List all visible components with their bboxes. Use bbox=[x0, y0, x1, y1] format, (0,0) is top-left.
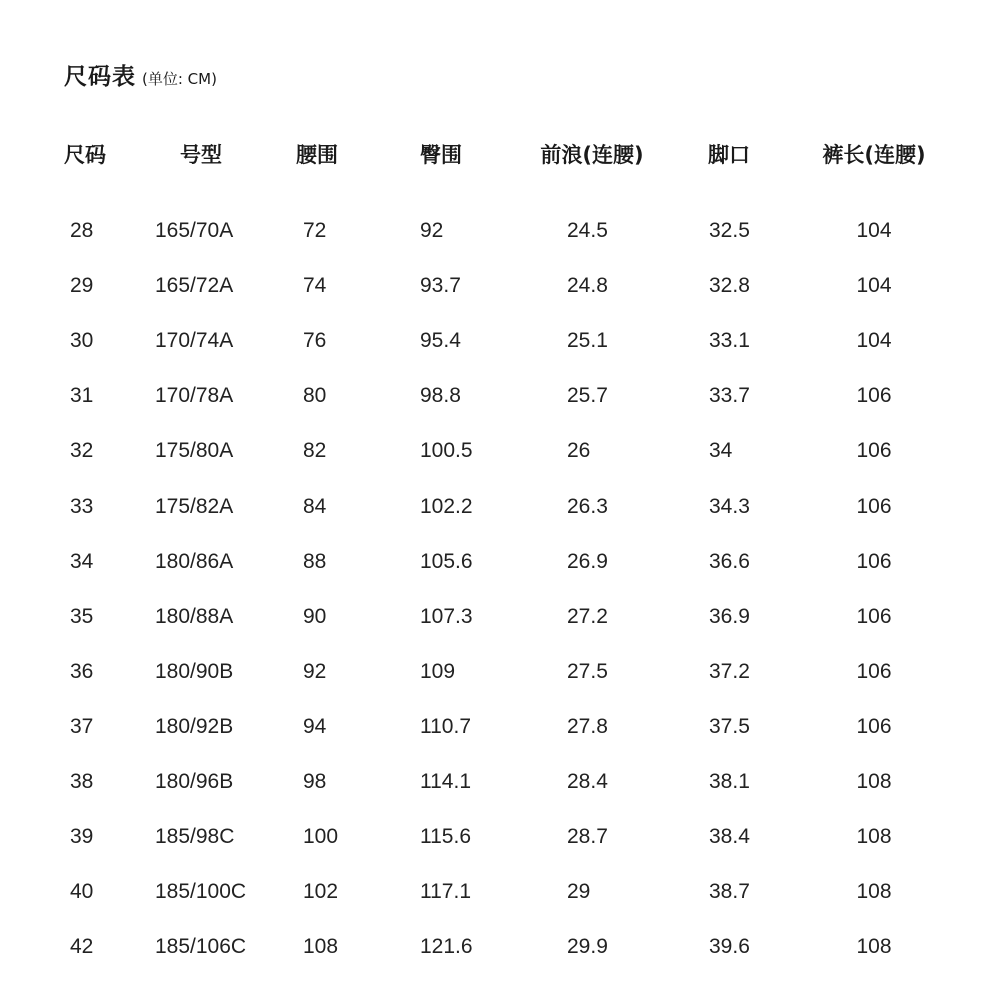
table-cell: 165/70A bbox=[155, 219, 234, 242]
table-cell: 104 bbox=[856, 219, 892, 242]
table-cell: 32.8 bbox=[709, 274, 750, 298]
page-title: 尺码表 bbox=[64, 64, 136, 90]
table-row bbox=[0, 271, 1000, 301]
table-cell: 107.3 bbox=[420, 604, 473, 628]
table-cell: 76 bbox=[303, 329, 327, 353]
table-row bbox=[0, 932, 1000, 962]
table-cell: 30 bbox=[70, 329, 94, 353]
table-cell: 28.7 bbox=[567, 825, 608, 849]
table-cell: 185/98C bbox=[155, 825, 235, 849]
table-cell: 29 bbox=[567, 880, 591, 904]
table-row bbox=[0, 436, 1000, 466]
table-cell: 39.6 bbox=[709, 935, 750, 959]
table-row bbox=[0, 602, 1000, 632]
table-cell: 28.4 bbox=[567, 770, 608, 793]
table-cell: 170/74A bbox=[155, 329, 234, 353]
table-cell: 26 bbox=[567, 439, 591, 463]
table-cell: 106 bbox=[856, 439, 892, 463]
table-cell: 38.7 bbox=[709, 880, 750, 904]
table-cell: 25.1 bbox=[567, 329, 608, 353]
table-cell: 40 bbox=[70, 880, 94, 904]
table-cell: 26.3 bbox=[567, 494, 608, 518]
table-cell: 180/92B bbox=[155, 714, 234, 738]
table-row bbox=[0, 492, 1000, 522]
table-cell: 90 bbox=[303, 604, 327, 628]
header-cell: 臀围 bbox=[420, 143, 462, 167]
table-cell: 115.6 bbox=[420, 825, 471, 849]
table-cell: 102 bbox=[303, 880, 339, 904]
table-cell: 27.2 bbox=[567, 604, 608, 628]
header-cell: 脚口 bbox=[708, 143, 750, 167]
table-cell: 39 bbox=[70, 825, 94, 849]
table-cell: 92 bbox=[303, 659, 327, 683]
table-cell: 95.4 bbox=[420, 329, 461, 353]
table-cell: 36.6 bbox=[709, 549, 750, 573]
table-cell: 74 bbox=[303, 274, 327, 298]
table-cell: 106 bbox=[856, 384, 892, 408]
table-cell: 108 bbox=[856, 935, 892, 959]
table-cell: 93.7 bbox=[420, 274, 461, 298]
table-cell: 37.5 bbox=[709, 714, 750, 738]
table-row bbox=[0, 822, 1000, 852]
table-cell: 98.8 bbox=[420, 384, 461, 408]
table-cell: 72 bbox=[303, 219, 327, 242]
table-cell: 24.5 bbox=[567, 219, 608, 242]
table-cell: 109 bbox=[420, 659, 456, 683]
table-cell: 106 bbox=[856, 549, 892, 573]
table-cell: 110.7 bbox=[420, 714, 471, 738]
table-cell: 175/82A bbox=[155, 494, 234, 518]
table-cell: 175/80A bbox=[155, 439, 234, 463]
table-cell: 105.6 bbox=[420, 549, 473, 573]
table-cell: 25.7 bbox=[567, 384, 608, 408]
table-cell: 34.3 bbox=[709, 494, 750, 518]
table-cell: 121.6 bbox=[420, 935, 473, 959]
table-cell: 31 bbox=[70, 384, 94, 408]
table-cell: 100.5 bbox=[420, 439, 473, 463]
table-cell: 27.8 bbox=[567, 714, 608, 738]
table-cell: 36 bbox=[70, 659, 94, 683]
table-cell: 170/78A bbox=[155, 384, 234, 408]
table-cell: 84 bbox=[303, 494, 327, 518]
table-cell: 94 bbox=[303, 714, 327, 738]
table-row bbox=[0, 326, 1000, 356]
table-title-group bbox=[64, 58, 217, 91]
table-cell: 102.2 bbox=[420, 494, 473, 518]
table-cell: 180/88A bbox=[155, 604, 234, 628]
table-cell: 88 bbox=[303, 549, 327, 573]
table-cell: 185/106C bbox=[155, 935, 247, 959]
table-cell: 38.1 bbox=[709, 770, 750, 793]
table-cell: 106 bbox=[856, 659, 892, 683]
table-cell: 106 bbox=[856, 494, 892, 518]
table-cell: 108 bbox=[856, 880, 892, 904]
header-cell: 尺码 bbox=[64, 143, 106, 167]
table-cell: 106 bbox=[856, 714, 892, 738]
table-cell: 29.9 bbox=[567, 935, 608, 959]
table-cell: 98 bbox=[303, 770, 327, 793]
table-row bbox=[0, 216, 1000, 246]
table-cell: 32 bbox=[70, 439, 94, 463]
table-cell: 24.8 bbox=[567, 274, 608, 298]
header-row bbox=[0, 140, 1000, 170]
table-cell: 34 bbox=[70, 549, 94, 573]
table-cell: 117.1 bbox=[420, 880, 471, 904]
table-cell: 92 bbox=[420, 219, 444, 242]
table-cell: 34 bbox=[709, 439, 733, 463]
table-cell: 108 bbox=[856, 825, 892, 849]
table-cell: 33 bbox=[70, 494, 94, 518]
table-cell: 104 bbox=[856, 329, 892, 353]
table-cell: 180/86A bbox=[155, 549, 234, 573]
table-cell: 185/100C bbox=[155, 880, 247, 904]
table-cell: 29 bbox=[70, 274, 94, 298]
table-row bbox=[0, 712, 1000, 742]
table-cell: 33.7 bbox=[709, 384, 750, 408]
table-cell: 180/96B bbox=[155, 770, 234, 793]
table-cell: 33.1 bbox=[709, 329, 750, 353]
table-cell: 37 bbox=[70, 714, 94, 738]
table-cell: 38 bbox=[70, 770, 94, 793]
table-cell: 37.2 bbox=[709, 659, 750, 683]
table-cell: 27.5 bbox=[567, 659, 608, 683]
table-cell: 38.4 bbox=[709, 825, 750, 849]
table-cell: 180/90B bbox=[155, 659, 234, 683]
table-cell: 165/72A bbox=[155, 274, 234, 298]
table-cell: 104 bbox=[856, 274, 892, 298]
table-cell: 108 bbox=[856, 770, 892, 793]
table-cell: 28 bbox=[70, 219, 94, 242]
table-cell: 114.1 bbox=[420, 770, 471, 793]
table-cell: 100 bbox=[303, 825, 339, 849]
table-row bbox=[0, 547, 1000, 577]
table-row bbox=[0, 767, 1000, 797]
table-cell: 32.5 bbox=[709, 219, 750, 242]
header-cell: 裤长(连腰) bbox=[822, 143, 926, 167]
table-cell: 35 bbox=[70, 604, 94, 628]
table-cell: 108 bbox=[303, 935, 339, 959]
table-cell: 106 bbox=[856, 604, 892, 628]
table-cell: 80 bbox=[303, 384, 327, 408]
table-cell: 26.9 bbox=[567, 549, 608, 573]
table-cell: 42 bbox=[70, 935, 94, 959]
table-cell: 82 bbox=[303, 439, 327, 463]
unit-label: (单位: CM) bbox=[142, 70, 217, 88]
table-cell: 36.9 bbox=[709, 604, 750, 628]
header-cell: 号型 bbox=[180, 143, 222, 167]
table-row bbox=[0, 877, 1000, 907]
header-cell: 腰围 bbox=[296, 143, 338, 167]
header-cell: 前浪(连腰) bbox=[540, 143, 644, 167]
table-row bbox=[0, 381, 1000, 411]
table-row bbox=[0, 657, 1000, 687]
